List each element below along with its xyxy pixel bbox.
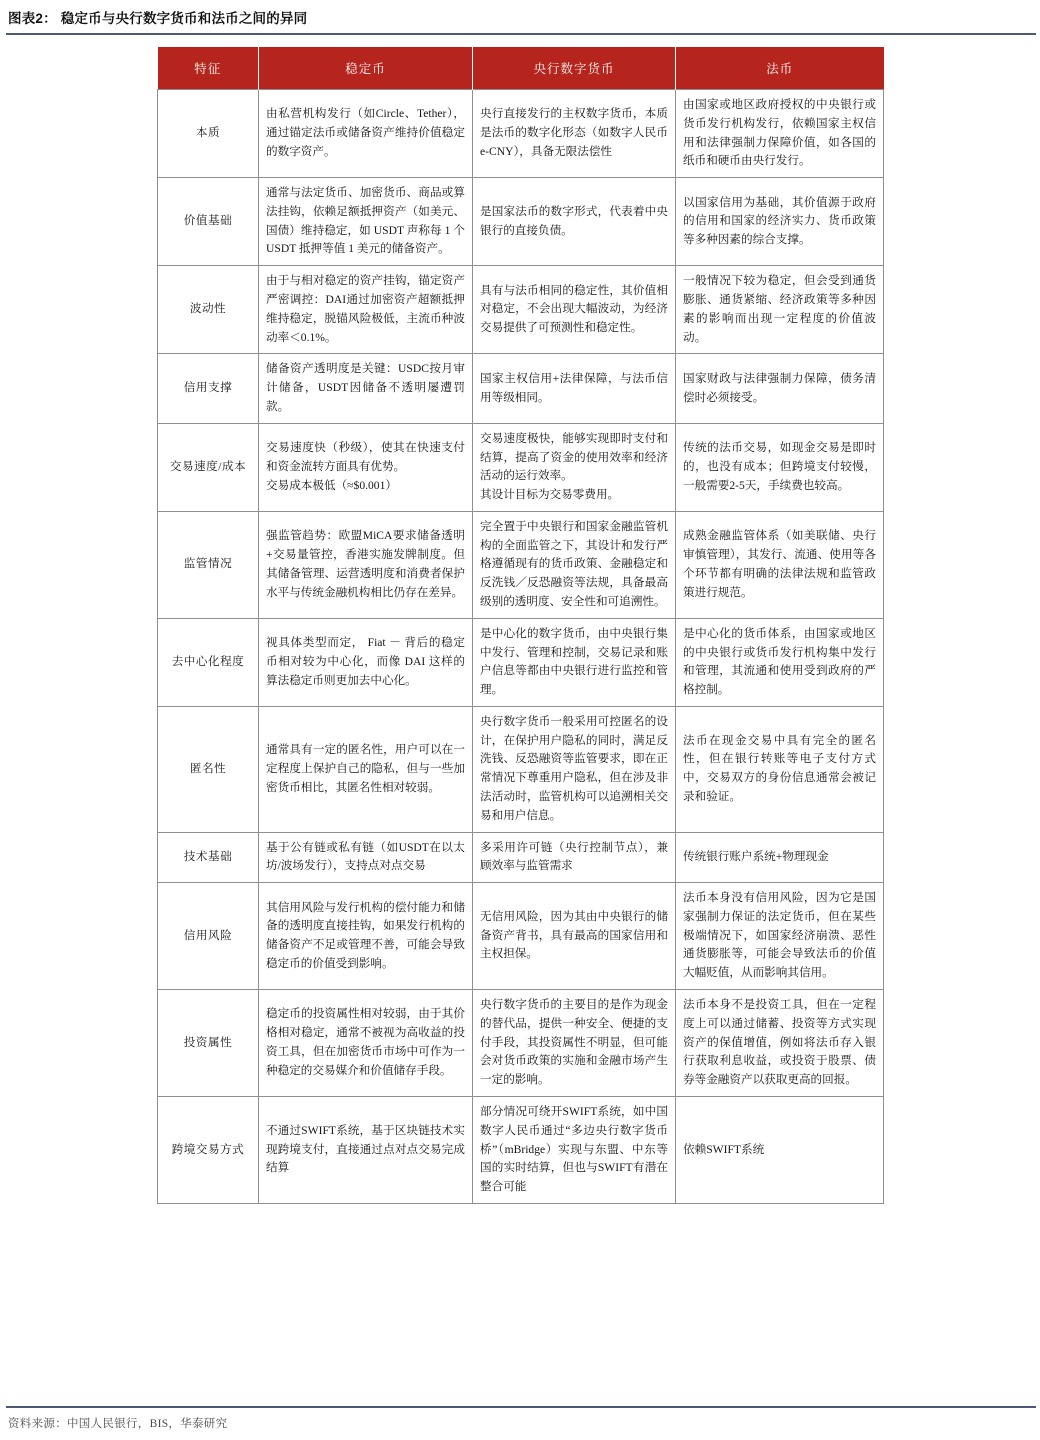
cell-fiat bbox=[676, 706, 884, 832]
cell-cbdc bbox=[473, 883, 676, 990]
cell-stablecoin bbox=[259, 1096, 473, 1203]
cell-fiat bbox=[676, 511, 884, 618]
cell-line: 交易成本极低（≈$0.001） bbox=[266, 478, 397, 492]
cell-feature bbox=[158, 990, 259, 1097]
table-header-row bbox=[158, 47, 884, 90]
cell-line: 跨境交易方式 bbox=[171, 1142, 245, 1156]
table-row bbox=[158, 90, 884, 178]
cell-feature bbox=[158, 618, 259, 706]
table-row bbox=[158, 990, 884, 1097]
cell-line: 视具体类型而定， Fiat － 背后的稳定币相对较为中心化，而像 DAI 这样的算法稳定币则更加去中心化。 bbox=[266, 636, 465, 687]
cell-line: 部分情况可绕开SWIFT系统，如中国数字人民币通过“多边央行数字货币桥”（mBridge）实现与东盟、中东等国的实时结算，但也与SWIFT有潜在整合可能 bbox=[480, 1104, 668, 1194]
column-header-feature: 特征 bbox=[158, 47, 259, 90]
cell-fiat bbox=[676, 266, 884, 354]
cell-line: 基于公有链或私有链（如USDT在以太坊/波场发行），支持点对点交易 bbox=[266, 840, 465, 873]
page-title: 图表2： 稳定币与央行数字货币和法币之间的异同 bbox=[8, 11, 308, 26]
cell-stablecoin bbox=[259, 883, 473, 990]
cell-line: 通常与法定货币、加密货币、商品或算法挂钩，依赖足额抵押资产（如美元、国债）维持稳定，如 USDT 声称每 1 个 USDT 抵押等值 1 美元的储备资产。 bbox=[266, 186, 465, 256]
cell-line: 央行直接发行的主权数字货币，本质是法币的数字化形态（如数字人民币e-CNY），具备无限法偿性 bbox=[480, 107, 668, 158]
table-header bbox=[158, 47, 884, 90]
cell-line: 依赖SWIFT系统 bbox=[683, 1142, 765, 1156]
cell-cbdc bbox=[473, 511, 676, 618]
column-header-fiat: 法币 bbox=[676, 47, 884, 90]
cell-stablecoin bbox=[259, 706, 473, 832]
cell-cbdc bbox=[473, 990, 676, 1097]
table-row bbox=[158, 423, 884, 511]
cell-line: 以国家信用为基础，其价值源于政府的信用和国家的经济实力、货币政策等多种因素的综合支撑。 bbox=[683, 195, 876, 247]
cell-line: 其设计目标为交易零费用。 bbox=[480, 488, 620, 502]
cell-line: 法币本身不是投资工具，但在一定程度上可以通过储蓄、投资等方式实现资产的保值增值，例如将法币存入银行获取利息收益，或投资于股票、债券等金融资产以获取更高的回报。 bbox=[683, 998, 876, 1087]
cell-line: 匿名性 bbox=[189, 761, 227, 775]
cell-line: 多采用许可链（央行控制节点），兼顾效率与监管需求 bbox=[480, 840, 668, 873]
cell-line: 由于与相对稳定的资产挂钩，锚定资产严密调控：DAI通过加密资产超额抵押维持稳定，脱锚风险极低，主流币种波动率＜0.1%。 bbox=[266, 274, 465, 344]
cell-line: 一般情况下较为稳定，但会受到通货膨胀、通货紧缩、经济政策等多种因素的影响而出现一定程度的价值波动。 bbox=[683, 274, 876, 344]
table-row bbox=[158, 178, 884, 266]
cell-line: 不通过SWIFT系统，基于区块链技术实现跨境支付，直接通过点对点交易完成结算 bbox=[266, 1123, 465, 1175]
cell-line: 是中心化的货币体系，由国家或地区的中央银行或货币发行机构集中发行和管理，其流通和使用受到政府的严格控制。 bbox=[683, 626, 876, 697]
cell-stablecoin bbox=[259, 266, 473, 354]
cell-line: 传统银行账户系统+物理现金 bbox=[683, 849, 829, 863]
cell-line: 稳定币的投资属性相对较弱，由于其价格相对稳定，通常不被视为高收益的投资工具，但在加密货币市场中可作为一种稳定的交易媒介和价值储存手段。 bbox=[266, 1007, 465, 1077]
cell-fiat bbox=[676, 354, 884, 423]
source-note: 资料来源：中国人民银行，BIS，华泰研究 bbox=[8, 1418, 228, 1430]
cell-cbdc bbox=[473, 266, 676, 354]
cell-stablecoin bbox=[259, 90, 473, 178]
cell-cbdc bbox=[473, 178, 676, 266]
cell-stablecoin bbox=[259, 354, 473, 423]
cell-feature bbox=[158, 90, 259, 178]
cell-line: 央行数字货币的主要目的是作为现金的替代品，提供一种安全、便捷的支付手段，其投资属性不明显，但可能会对货币政策的实施和金融市场产生一定的影响。 bbox=[480, 998, 668, 1087]
comparison-table-container bbox=[157, 47, 883, 1204]
cell-line: 国家财政与法律强制力保障，债务清偿时必须接受。 bbox=[683, 371, 876, 404]
cell-line: 由私营机构发行（如Circle、Tether），通过锚定法币或储备资产维持价值稳定的数字资产。 bbox=[266, 107, 465, 158]
cell-line: 成熟金融监管体系（如美联储、央行审慎管理），其发行、流通、使用等各个环节都有明确的法律法规和监管政策进行规范。 bbox=[683, 529, 876, 599]
cell-fiat bbox=[676, 1096, 884, 1203]
cell-fiat bbox=[676, 883, 884, 990]
cell-line: 具有与法币相同的稳定性，其价值相对稳定，不会出现大幅波动，为经济交易提供了可预测性和稳定性。 bbox=[480, 283, 668, 335]
cell-line: 通常具有一定的匿名性，用户可以在一定程度上保护自己的隐私，但与一些加密货币相比，其匿名性相对较弱。 bbox=[266, 743, 465, 794]
cell-fiat bbox=[676, 178, 884, 266]
cell-fiat bbox=[676, 832, 884, 883]
table-row bbox=[158, 354, 884, 423]
cell-cbdc bbox=[473, 90, 676, 178]
cell-stablecoin bbox=[259, 423, 473, 511]
cell-line: 本质 bbox=[195, 126, 221, 140]
cell-line: 波动性 bbox=[189, 302, 227, 316]
cell-line: 信用支撑 bbox=[183, 381, 233, 395]
cell-stablecoin bbox=[259, 618, 473, 706]
cell-feature bbox=[158, 354, 259, 423]
cell-fiat bbox=[676, 618, 884, 706]
column-header-stablecoin: 稳定币 bbox=[259, 47, 473, 90]
cell-line: 技术基础 bbox=[183, 849, 233, 863]
table-row bbox=[158, 618, 884, 706]
cell-line: 强监管趋势：欧盟MiCA要求储备透明+交易量管控，香港实施发牌制度。但其储备管理、运营透明度和消费者保护水平与传统金融机构相比仍存在差异。 bbox=[266, 529, 465, 599]
table-body bbox=[158, 90, 884, 1204]
cell-feature bbox=[158, 1096, 259, 1203]
table-row bbox=[158, 883, 884, 990]
cell-line: 完全置于中央银行和国家金融监管机构的全面监管之下，其设计和发行严格遵循现有的货币政策、金融稳定和反洗钱／反恐融资等法规，具备最高级别的透明度、安全性和可追溯性。 bbox=[480, 519, 668, 608]
cell-stablecoin bbox=[259, 178, 473, 266]
cell-line: 投资属性 bbox=[183, 1035, 233, 1049]
cell-feature bbox=[158, 178, 259, 266]
table-row bbox=[158, 1096, 884, 1203]
cell-line: 储备资产透明度是关键：USDC按月审计储备，USDT因储备不透明屡遭罚款。 bbox=[266, 362, 465, 413]
cell-line: 监管情况 bbox=[183, 557, 233, 571]
cell-feature bbox=[158, 266, 259, 354]
cell-stablecoin bbox=[259, 990, 473, 1097]
cell-line: 去中心化程度 bbox=[171, 654, 245, 668]
comparison-table bbox=[157, 47, 884, 1204]
cell-line: 交易速度/成本 bbox=[169, 459, 247, 473]
cell-stablecoin bbox=[259, 832, 473, 883]
cell-line: 法币本身没有信用风险，因为它是国家强制力保证的法定货币，但在某些极端情况下，如国家经济崩溃、恶性通货膨胀等，可能会导致法币的价值大幅贬值，从而影响其信用。 bbox=[683, 891, 876, 980]
table-row bbox=[158, 832, 884, 883]
cell-line: 是国家法币的数字形式，代表着中央银行的直接负债。 bbox=[480, 204, 668, 237]
table-row bbox=[158, 511, 884, 618]
cell-line: 国家主权信用+法律保障，与法币信用等级相同。 bbox=[480, 371, 668, 404]
cell-fiat bbox=[676, 423, 884, 511]
cell-fiat bbox=[676, 90, 884, 178]
cell-line: 法币在现金交易中具有完全的匿名性，但在银行转账等电子支付方式中，交易双方的身份信息通常会被记录和验证。 bbox=[683, 733, 876, 803]
column-header-cbdc: 央行数字货币 bbox=[473, 47, 676, 90]
table-row bbox=[158, 266, 884, 354]
table-row bbox=[158, 706, 884, 832]
cell-line: 交易速度极快，能够实现即时支付和结算，提高了资金的使用效率和经济活动的运行效率。 bbox=[480, 431, 668, 483]
title-divider bbox=[6, 33, 1036, 35]
cell-line: 传统的法币交易，如现金交易是即时的，也没有成本；但跨境支付较慢，一般需要2-5天，手续费也较高。 bbox=[683, 441, 876, 492]
cell-feature bbox=[158, 832, 259, 883]
cell-line: 交易速度快（秒级），使其在快速支付和资金流转方面具有优势。 bbox=[266, 441, 465, 473]
cell-feature bbox=[158, 706, 259, 832]
cell-feature bbox=[158, 423, 259, 511]
cell-feature bbox=[158, 883, 259, 990]
cell-line: 价值基础 bbox=[183, 214, 233, 228]
cell-cbdc bbox=[473, 618, 676, 706]
cell-cbdc bbox=[473, 423, 676, 511]
cell-line: 其信用风险与发行机构的偿付能力和储备的透明度直接挂钩，如果发行机构的储备资产不足或管理不善，可能会导致稳定币的价值受到影响。 bbox=[266, 900, 465, 970]
footer bbox=[0, 1406, 1040, 1440]
cell-line: 由国家或地区政府授权的中央银行或货币发行机构发行，依赖国家主权信用和法律强制力保障价值，如各国的纸币和硬币由央行发行。 bbox=[683, 98, 876, 168]
cell-cbdc bbox=[473, 832, 676, 883]
cell-stablecoin bbox=[259, 511, 473, 618]
cell-line: 央行数字货币一般采用可控匿名的设计，在保护用户隐私的同时，满足反洗钱、反恐融资等监管要求，即在正常情况下尊重用户隐私，但在涉及非法活动时，监管机构可以追溯相关交易和用户信息。 bbox=[480, 714, 668, 822]
cell-line: 信用风险 bbox=[183, 928, 233, 942]
cell-line: 无信用风险，因为其由中央银行的储备资产背书，具有最高的国家信用和主权担保。 bbox=[480, 909, 668, 961]
cell-cbdc bbox=[473, 354, 676, 423]
cell-fiat bbox=[676, 990, 884, 1097]
cell-cbdc bbox=[473, 1096, 676, 1203]
cell-cbdc bbox=[473, 706, 676, 832]
cell-line: 是中心化的数字货币，由中央银行集中发行、管理和控制，交易记录和账户信息等都由中央银行进行监控和管理。 bbox=[480, 626, 668, 697]
cell-feature bbox=[158, 511, 259, 618]
